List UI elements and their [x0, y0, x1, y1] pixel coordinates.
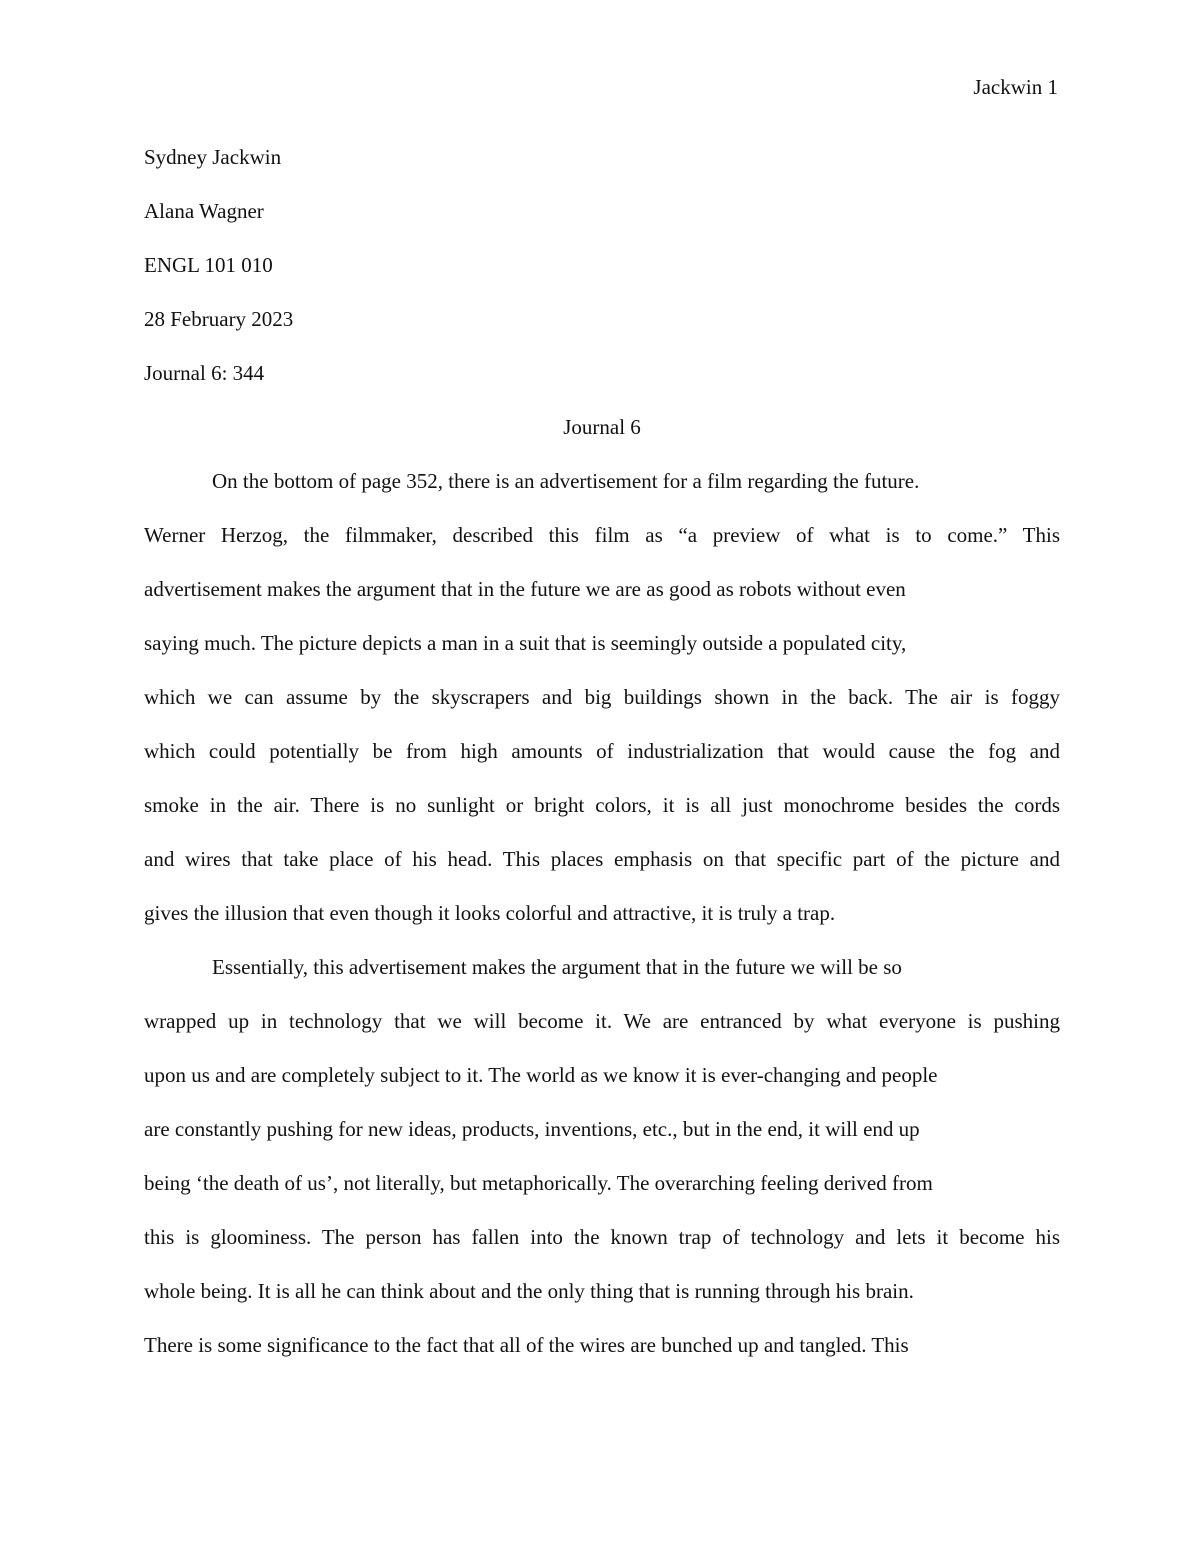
paragraph-line: Essentially, this advertisement makes the argument that in the future we will be so [212, 955, 902, 979]
paragraph-line: whole being. It is all he can think about and the only thing that is running through his brain. [144, 1279, 914, 1303]
paragraph-line: upon us and are completely subject to it. The world as we know it is ever-changing and people [144, 1063, 938, 1087]
paragraph-line: saying much. The picture depicts a man in a suit that is seemingly outside a populated city, [144, 631, 907, 655]
paragraph-line: and wires that take place of his head. This places emphasis on that specific part of the picture and [144, 847, 1060, 871]
paragraph-line: this is gloominess. The person has fallen into the known trap of technology and lets it become his [144, 1225, 1060, 1249]
paragraph-line: On the bottom of page 352, there is an advertisement for a film regarding the future. [212, 469, 920, 493]
heading-course: ENGL 101 010 [144, 253, 273, 277]
paragraph-line: which we can assume by the skyscrapers and big buildings shown in the back. The air is foggy [144, 685, 1060, 709]
running-head: Jackwin 1 [973, 75, 1058, 99]
paragraph-line: smoke in the air. There is no sunlight or bright colors, it is all just monochrome besides the cords [144, 793, 1060, 817]
paragraph-line: wrapped up in technology that we will become it. We are entranced by what everyone is pushing [144, 1009, 1060, 1033]
paragraph-line: Werner Herzog, the filmmaker, described this film as “a preview of what is to come.” This [144, 523, 1060, 547]
heading-student-name: Sydney Jackwin [144, 145, 282, 169]
paragraph-1 [144, 468, 1060, 954]
paragraph-line: being ‘the death of us’, not literally, but metaphorically. The overarching feeling derived from [144, 1171, 933, 1195]
heading-assignment: Journal 6: 344 [144, 361, 265, 385]
paragraph-line: advertisement makes the argument that in the future we are as good as robots without even [144, 577, 906, 601]
paragraph-line: gives the illusion that even though it looks colorful and attractive, it is truly a trap. [144, 901, 836, 925]
document-body [144, 144, 1060, 1386]
heading-instructor-name: Alana Wagner [144, 199, 264, 223]
paragraph-line: There is some significance to the fact that all of the wires are bunched up and tangled. This [144, 1333, 909, 1357]
paragraph-line: which could potentially be from high amounts of industrialization that would cause the fog and [144, 739, 1060, 763]
essay-title: Journal 6 [563, 415, 641, 439]
heading-date: 28 February 2023 [144, 307, 294, 331]
paragraph-2 [144, 954, 1060, 1386]
paragraph-line: are constantly pushing for new ideas, products, inventions, etc., but in the end, it will end up [144, 1117, 920, 1141]
